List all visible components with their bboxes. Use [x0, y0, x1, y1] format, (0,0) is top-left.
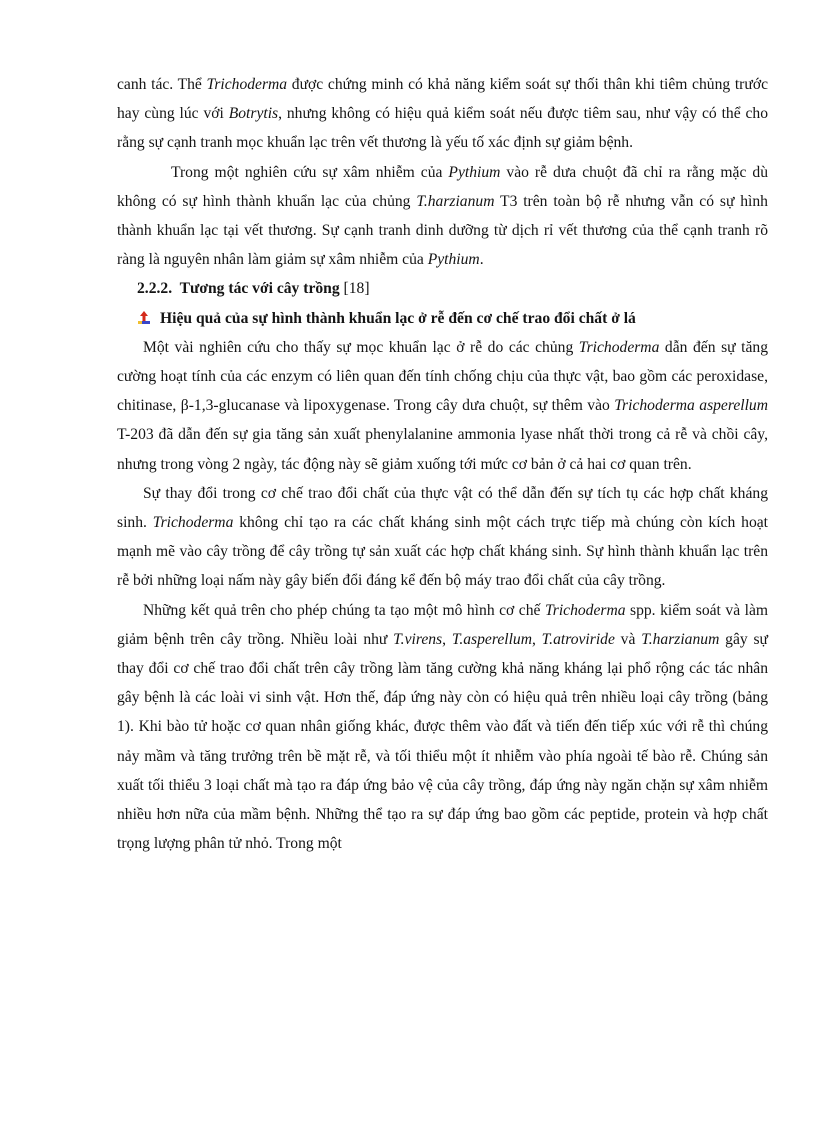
text-run: không chỉ tạo ra các chất kháng sinh một cách trực tiếp mà chúng còn kích hoạt mạnh mẽ vào cây trồng để cây trồng tự sản xuất các hợp chất kháng sinh. Sự hình thành khuẩn lạc trên rễ bởi những loại nấm này gây biến đổi đáng kể đến bộ máy trao đổi chất của cây trồng. — [117, 514, 768, 590]
text-run: Trong một nghiên cứu sự xâm nhiễm của — [171, 163, 449, 181]
italic-term: T.asperellum — [451, 630, 532, 648]
text-run: spp. kiểm soát và làm giảm bệnh trên cây trồng. Nhiều loài như — [117, 601, 768, 648]
italic-term: Trichoderma — [578, 338, 660, 356]
italic-term: T.atroviride — [541, 630, 615, 648]
subsection-heading — [117, 304, 768, 333]
text-run: canh tác. Thể — [117, 76, 207, 93]
italic-term: Trichoderma — [544, 601, 626, 619]
section-title: Tương tác với cây trồng — [179, 280, 340, 298]
italic-term: Pythium — [427, 251, 480, 269]
paragraph-pythium-study — [117, 158, 768, 275]
subsection-title: Hiệu quả của sự hình thành khuẩn lạc ở rễ đến cơ chế trao đổi chất ở lá — [160, 309, 636, 327]
italic-term: Botrytis — [228, 105, 279, 123]
text-run: T3 trên toàn bộ rễ nhưng vẫn có sự hình thành khuẩn lạc tại vết thương. Sự cạnh tranh dinh dưỡng từ dịch rỉ vết thương của thể cạnh tranh rõ ràng là nguyên nhân làm giảm sự xâm nhiễm của — [117, 192, 768, 269]
italic-term: T.harzianum — [641, 630, 720, 648]
italic-term: Trichoderma — [152, 514, 234, 532]
paragraph-enzyme-activity — [117, 333, 768, 479]
text-run: , — [531, 630, 542, 648]
paragraph-antibiotic-compounds — [117, 479, 768, 596]
italic-term: T.virens — [393, 630, 443, 648]
text-run: dẫn đến sự tăng cường hoạt tính của các enzym có liên quan đến tính chống chịu của thực vật, bao gồm các peroxidase, chitinase, β-1,3-glucanase và lipoxygenase. Trong cây dưa chuột, sự thêm vào — [117, 338, 768, 415]
body-text — [117, 70, 768, 858]
text-run: , — [442, 630, 452, 648]
italic-term: Pythium — [448, 163, 501, 181]
text-run: . — [479, 251, 484, 269]
text-run: gây sự thay đổi cơ chế trao đổi chất trên cây trồng làm tăng cường khả năng kháng lại phổ rộng các tác nhân gây bệnh là các loài vi sinh vật. Hơn thế, đáp ứng này còn có hiệu quả trên nhiều loại cây trồng (bảng 1). Khi bào tử hoặc cơ quan nhân giống khác, được thêm vào đất và tiến đến tiếp xúc với rễ thì chúng nảy mầm và tăng trưởng trên bề mặt rễ, và tối thiểu một ít nhiễm vào phía ngoài tế bào rễ. Chúng sản xuất tối thiểu 3 loại chất mà tạo ra đáp ứng bảo vệ của cây trồng, đáp ứng này ngăn chặn sự xâm nhiễm nhiều hơn nữa của mầm bệnh. Những thể tạo ra sự đáp ứng bao gồm các peptide, protein và hợp chất trọng lượng phân tử nhỏ. Trong một — [117, 630, 768, 853]
text-run: Những kết quả trên cho phép chúng ta tạo một mô hình cơ chế — [143, 601, 545, 619]
text-run: Một vài nghiên cứu cho thấy sự mọc khuẩn lạc ở rễ do các chủng — [143, 338, 579, 356]
text-run: và — [614, 630, 642, 648]
section-heading — [117, 274, 768, 303]
text-run: , nhưng không có hiệu quả kiểm soát nếu được tiêm sau, như vậy có thể cho rằng sự cạnh tranh mọc khuẩn lạc trên vết thương là yếu tố xác định sự giảm bệnh. — [117, 105, 768, 152]
text-run: vào rễ dưa chuột đã chỉ ra rằng mặc dù không có sự hình thành khuẩn lạc của chủng — [117, 163, 768, 210]
italic-term: Trichoderma asperellum — [614, 397, 768, 415]
bullet-arrow-icon — [137, 311, 151, 325]
section-number: 2.2.2. — [137, 280, 173, 298]
text-run: Sự thay đổi trong cơ chế trao đổi chất của thực vật có thể dẫn đến sự tích tụ các hợp chất kháng sinh. — [117, 484, 768, 532]
text-run: T-203 đã dẫn đến sự gia tăng sản xuất phenylalanine ammonia lyase nhất thời trong cả rễ và chồi cây, nhưng trong vòng 2 ngày, tác động này sẽ giảm xuống tới mức cơ bản ở cả hai cơ quan trên. — [117, 426, 768, 473]
text-run: được chứng minh có khả năng kiểm soát sự thối thân khi tiêm chủng trước hay cùng lúc với — [117, 76, 768, 123]
paragraph-competition-summary — [117, 70, 768, 158]
italic-term: Trichoderma — [206, 76, 288, 93]
paragraph-mechanism-model — [117, 596, 768, 859]
section-reference: [18] — [343, 280, 370, 298]
italic-term: T.harzianum — [416, 192, 495, 210]
